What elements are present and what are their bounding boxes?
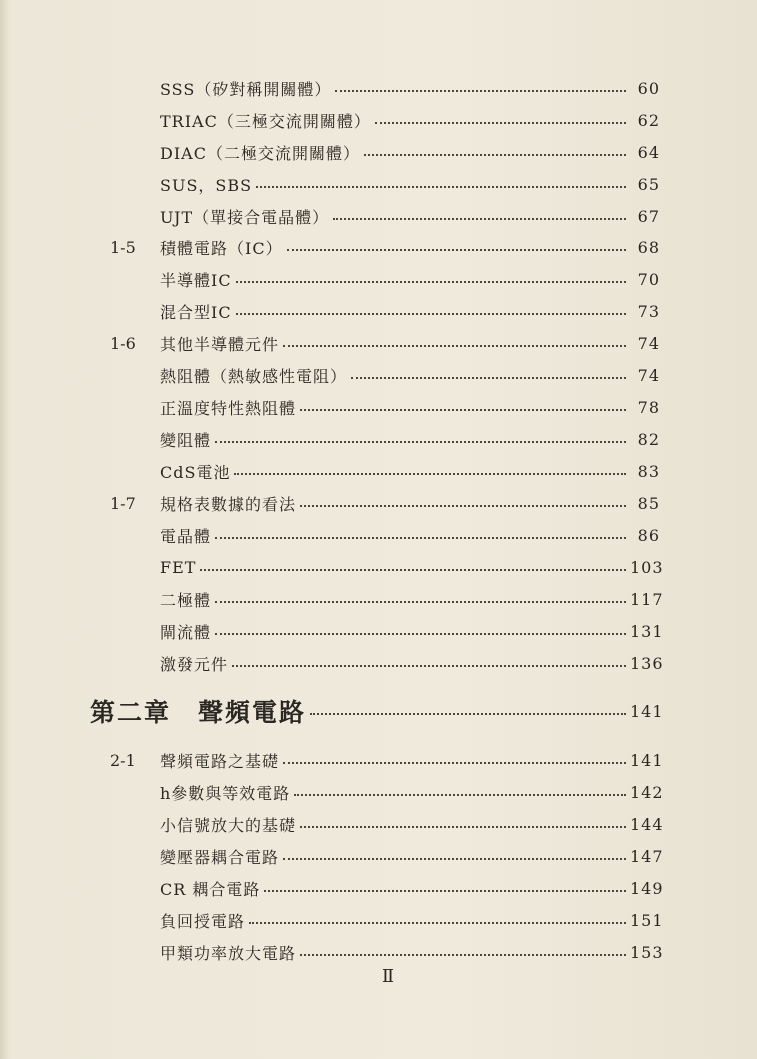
dot-leader: [364, 154, 626, 156]
dot-leader: [215, 441, 626, 443]
toc-entry-page: 64: [637, 142, 660, 162]
toc-entry-page: 131: [630, 621, 664, 641]
toc-entry-page: 68: [637, 237, 660, 257]
dot-leader: [310, 713, 626, 715]
toc-entry-page: 117: [630, 589, 664, 609]
toc-entry-page: 151: [630, 910, 664, 930]
toc-entry-page: 67: [637, 206, 660, 226]
dot-leader: [215, 633, 626, 635]
toc-entry: [160, 394, 660, 420]
dot-leader: [333, 218, 626, 220]
toc-entry-title: 小信號放大的基礎: [160, 815, 297, 835]
toc-entry: [160, 139, 660, 165]
toc-entry-title: SSS（矽對稱開關體）: [160, 79, 332, 99]
dot-leader: [300, 826, 626, 828]
toc-entry: [160, 650, 664, 676]
toc-entry-title: 其他半導體元件: [160, 334, 280, 354]
section-number: 1-6: [110, 334, 136, 353]
toc-entry-page: 103: [630, 557, 664, 577]
toc-entry-title: 電晶體: [160, 526, 212, 546]
toc-entry-title: 變壓器耦合電路: [160, 847, 280, 867]
toc-entry-page: 74: [637, 333, 660, 353]
section-number: 2-1: [110, 751, 136, 770]
toc-entry-title: FET: [160, 557, 197, 577]
dot-leader: [236, 281, 626, 283]
toc-entry-title: DIAC（二極交流開關體）: [160, 143, 360, 163]
chapter-page: 141: [630, 701, 664, 721]
dot-leader: [283, 762, 626, 764]
section-number: 1-7: [110, 494, 136, 513]
toc-entry-title: CdS電池: [160, 462, 231, 482]
toc-entry-title: UJT（單接合電晶體）: [160, 207, 330, 227]
dot-leader: [287, 249, 626, 251]
toc-entry-title: SUS，SBS: [160, 175, 253, 195]
toc-entry-title: 閘流體: [160, 622, 212, 642]
toc-entry-title: 規格表數據的看法: [160, 494, 297, 514]
dot-leader: [234, 473, 626, 475]
toc-entry-title: 二極體: [160, 590, 212, 610]
toc-entry-title: 聲頻電路之基礎: [160, 751, 280, 771]
toc-entry-page: 74: [637, 365, 660, 385]
toc-entry: [160, 875, 664, 901]
toc-entry-title: 積體電路（IC）: [160, 238, 283, 258]
toc-entry-page: 144: [630, 814, 664, 834]
dot-leader: [300, 954, 626, 956]
dot-leader: [249, 922, 626, 924]
toc-entry-page: 147: [630, 846, 664, 866]
toc-entry-page: 142: [630, 782, 664, 802]
dot-leader: [294, 794, 626, 796]
toc-entry-page: 82: [637, 429, 660, 449]
dot-leader: [215, 537, 626, 539]
toc-entry-page: 85: [637, 493, 660, 513]
toc-entry: [160, 522, 660, 548]
toc-entry: [160, 203, 660, 229]
toc-entry: [160, 75, 660, 101]
toc-entry: [160, 330, 660, 356]
chapter-title: 第二章 聲頻電路: [90, 698, 307, 727]
toc-entry-title: 半導體IC: [160, 270, 232, 290]
toc-entry: [160, 618, 664, 644]
toc-entry-title: TRIAC（三極交流開關體）: [160, 111, 371, 131]
toc-entry-title: 負回授電路: [160, 911, 246, 931]
toc-entry: [160, 266, 660, 292]
toc-entry-title: CR 耦合電路: [160, 879, 261, 899]
dot-leader: [300, 409, 626, 411]
dot-leader: [351, 377, 626, 379]
dot-leader: [232, 665, 626, 667]
dot-leader: [283, 345, 626, 347]
toc-entry: [160, 554, 664, 580]
dot-leader: [236, 313, 626, 315]
toc-entry-page: 149: [630, 878, 664, 898]
toc-entry-title: 激發元件: [160, 654, 229, 674]
toc-entry-page: 78: [637, 397, 660, 417]
toc-entry: [160, 779, 664, 805]
dot-leader: [283, 858, 626, 860]
toc-entry-page: 62: [637, 110, 660, 130]
toc-entry: [160, 747, 664, 773]
section-number: 1-5: [110, 238, 136, 257]
toc-entry: [160, 426, 660, 452]
toc-entry: [160, 107, 660, 133]
toc-entry: [160, 362, 660, 388]
toc-entry-title: 混合型IC: [160, 302, 232, 322]
toc-entry-title: h參數與等效電路: [160, 783, 291, 803]
toc-entry: [160, 171, 660, 197]
toc-entry-page: 141: [630, 750, 664, 770]
toc-entry-page: 136: [630, 653, 664, 673]
toc-entry-title: 甲類功率放大電路: [160, 943, 297, 963]
dot-leader: [375, 122, 626, 124]
toc-entry-page: 86: [637, 525, 660, 545]
toc-entry-page: 73: [637, 301, 660, 321]
dot-leader: [300, 505, 626, 507]
toc-entry: [160, 843, 664, 869]
toc-entry: [160, 586, 664, 612]
toc-entry: [160, 939, 664, 965]
toc-entry-title: 熱阻體（熱敏感性電阻）: [160, 366, 348, 386]
toc-entry-page: 70: [637, 269, 660, 289]
toc-entry: [160, 234, 660, 260]
chapter-heading: [90, 694, 664, 728]
toc-entry-page: 83: [637, 461, 660, 481]
toc-entry: [160, 298, 660, 324]
toc-entry: [160, 490, 660, 516]
dot-leader: [256, 186, 626, 188]
dot-leader: [215, 601, 626, 603]
dot-leader: [264, 890, 626, 892]
toc-entry: [160, 907, 664, 933]
toc-entry: [160, 458, 660, 484]
dot-leader: [200, 569, 626, 571]
toc-entry-page: 65: [637, 174, 660, 194]
toc-entry-page: 60: [637, 78, 660, 98]
toc-entry-title: 正溫度特性熱阻體: [160, 398, 297, 418]
toc-entry: [160, 811, 664, 837]
toc-entry-title: 變阻體: [160, 430, 212, 450]
page-number: Ⅱ: [381, 966, 395, 987]
dot-leader: [335, 90, 626, 92]
toc-entry-page: 153: [630, 942, 664, 962]
